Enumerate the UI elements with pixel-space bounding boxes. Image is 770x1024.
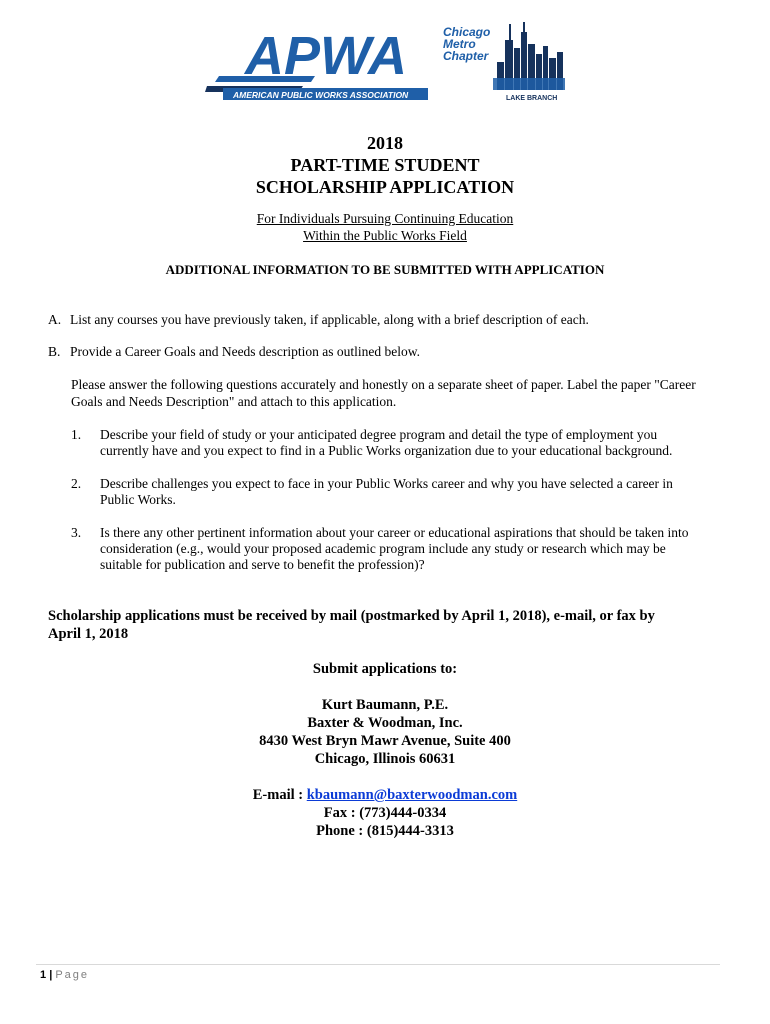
question-number: 1. (71, 427, 82, 442)
email-row (0, 786, 770, 804)
subtitle-line-2: Within the Public Works Field (303, 228, 467, 243)
item-text: List any courses you have previously taken, if applicable, along with a brief description of each. (70, 312, 589, 327)
question-line: suitable for publication and serve to benefit the profession)? (100, 557, 425, 572)
page-number: 1 (40, 969, 47, 981)
list-item (48, 343, 420, 360)
page-word: Page (55, 969, 90, 981)
question-line: currently have and you expect to find in a Public Works organization due to your educational background. (100, 443, 673, 458)
item-marker: B. (48, 344, 61, 359)
contact-name: Kurt Baumann, P.E. (321, 697, 449, 713)
deadline-notice (48, 607, 728, 643)
logo-letters: APWA (245, 26, 407, 86)
notice-line-1: Scholarship applications must be received by mail (postmarked by April 1, 2018), e-mail, or fax by (48, 608, 655, 624)
instructions (71, 376, 731, 410)
list-item (48, 311, 589, 328)
logo-branch: LAKE BRANCH (506, 95, 558, 102)
email-label: E-mail : (252, 787, 307, 803)
submit-heading: Submit applications to: (312, 661, 458, 677)
section-heading: ADDITIONAL INFORMATION TO BE SUBMITTED WITH APPLICATION (165, 262, 605, 277)
street-address: 8430 West Bryn Mawr Avenue, Suite 400 (259, 733, 511, 749)
title-block (0, 132, 770, 198)
item-marker: A. (48, 312, 62, 327)
logo-chapter-line-1: Chicago (443, 25, 491, 39)
question-number: 2. (71, 476, 82, 491)
company-name: Baxter & Woodman, Inc. (307, 715, 463, 731)
contact-details (0, 786, 770, 840)
logo-association-name: AMERICAN PUBLIC WORKS ASSOCIATION (233, 90, 409, 100)
question-line: consideration (e.g., would your proposed academic program include any study or research which may be (100, 541, 666, 556)
logo-chapter-line-2: Metro (443, 37, 476, 51)
question-line: Public Works. (100, 492, 176, 507)
instructions-line-2: Goals and Needs Description" and attach to this application. (71, 394, 397, 409)
instructions-line-1: Please answer the following questions accurately and honestly on a separate sheet of paper. Label the paper "Career (71, 377, 696, 392)
phone-number: Phone : (815)444-3313 (316, 823, 454, 839)
city-state-zip: Chicago, Illinois 60631 (314, 751, 456, 767)
year: 2018 (367, 133, 403, 153)
footer-divider (36, 964, 720, 965)
apwa-logo (205, 18, 565, 102)
question-line: Is there any other pertinent information about your career or educational aspirations that should be taken into (100, 525, 689, 540)
subtitle-line-1: For Individuals Pursuing Continuing Education (256, 211, 514, 226)
fax-number: Fax : (773)444-0334 (323, 805, 447, 821)
email-link[interactable]: kbaumann@baxterwoodman.com (306, 787, 518, 803)
page-separator: | (49, 969, 53, 981)
question-line: Describe your field of study or your anticipated degree program and detail the type of employment you (100, 427, 658, 442)
mailing-address (0, 696, 770, 768)
item-text: Provide a Career Goals and Needs description as outlined below. (70, 344, 421, 359)
question-number: 3. (71, 525, 82, 540)
title-line-1: PART-TIME STUDENT (290, 155, 480, 175)
logo-chapter-line-3: Chapter (443, 49, 489, 63)
title-line-2: SCHOLARSHIP APPLICATION (255, 177, 515, 197)
subtitle-block (0, 210, 770, 244)
apwa-logo-graphic (205, 18, 565, 102)
notice-line-2: April 1, 2018 (48, 626, 129, 642)
question-line: Describe challenges you expect to face in your Public Works career and why you have selected a career in (100, 476, 673, 491)
page-footer (40, 968, 89, 982)
